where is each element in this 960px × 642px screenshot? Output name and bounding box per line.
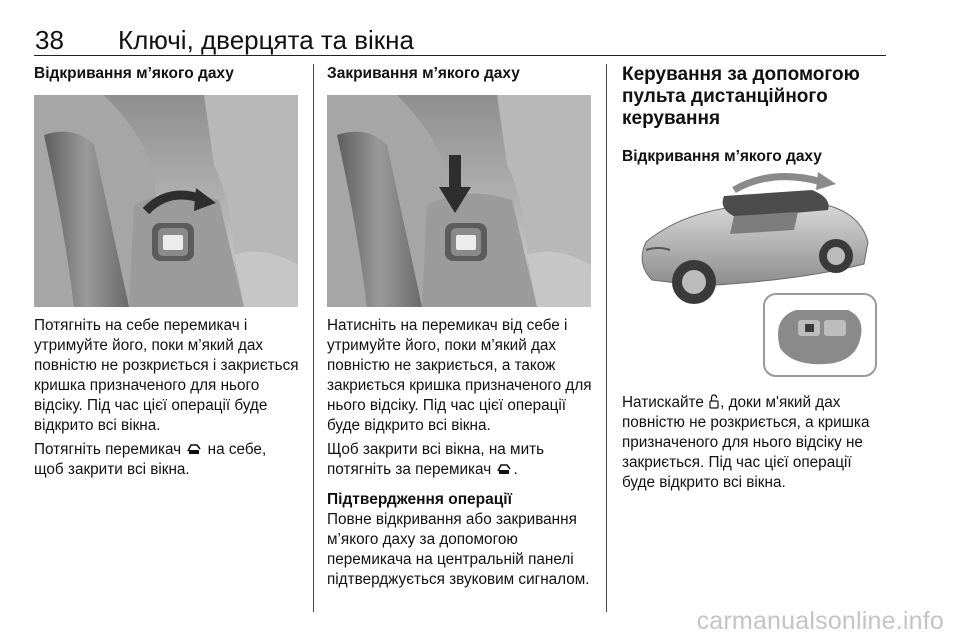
instruction-open-roof: Потягніть на себе перемикач і утримуйте його, поки м’який дах повністю не розкриється і закриється кришка призначеного для нього відсіку. Під час цієї операції буде відкрито всі вікна.: [34, 317, 299, 434]
confirm-paragraph: Повне відкривання або закривання м’якого даху за допомогою перемикача на центральній панелі підтверджується звуковим сигналом.: [327, 511, 590, 588]
header-rule: [34, 55, 886, 56]
column-divider-2: [606, 64, 607, 612]
subheading-open-roof-remote: Відкривання м’якого даху: [622, 148, 822, 165]
column-divider-1: [313, 64, 314, 612]
instruction-remote-open: [622, 393, 888, 493]
soft-top-switch-icon: [497, 461, 511, 474]
soft-top-switch-icon: [187, 441, 201, 454]
instruction-close-all-windows-end: .: [513, 461, 518, 478]
instruction-close-windows-start: Потягніть перемикач: [34, 441, 182, 458]
section-heading-close-roof: Закривання м’якого даху: [327, 65, 520, 82]
instruction-close-all-windows: [327, 440, 593, 480]
car-and-remote-key-illustration: [622, 168, 886, 380]
column-2: [327, 64, 593, 588]
column-1: [34, 64, 300, 478]
instruction-close-all-windows-start: Щоб закрити всі вікна, на мить потягніть за перемикач: [327, 441, 545, 478]
watermark: carmanualsonline.info: [696, 607, 944, 635]
instruction-remote-open-start: Натискайте: [622, 394, 704, 411]
instruction-close-windows-end: на себе, щоб закрити всі вікна.: [34, 441, 267, 478]
unlock-key-icon: [709, 394, 719, 409]
console-switch-pull-illustration: [34, 95, 298, 307]
instruction-remote-open-end: , доки м'який дах повністю не розкриється, а кришка призначеного для нього відсіку не закриється. Під час цієї операції буде відкрито всі вікна.: [622, 394, 870, 491]
chapter-title: Ключі, дверцята та вікна: [118, 25, 414, 55]
instruction-close-roof: Натисніть на перемикач від себе і утримуйте його, поки м’який дах повністю не закриється, а також закриється кришка призначеного для нього відсіку. Під час цієї операції буде відкрито всі вікна.: [327, 317, 592, 434]
section-heading-open-roof: Відкривання м’якого даху: [34, 65, 234, 82]
confirm-heading: Підтвердження операції: [327, 491, 512, 508]
section-heading-remote: Керування за допомогою пульта дистанційного керування: [622, 64, 860, 129]
console-switch-push-illustration: [327, 95, 591, 307]
page-number: 38: [35, 25, 64, 55]
instruction-close-windows: [34, 440, 300, 480]
column-3: [622, 64, 888, 491]
